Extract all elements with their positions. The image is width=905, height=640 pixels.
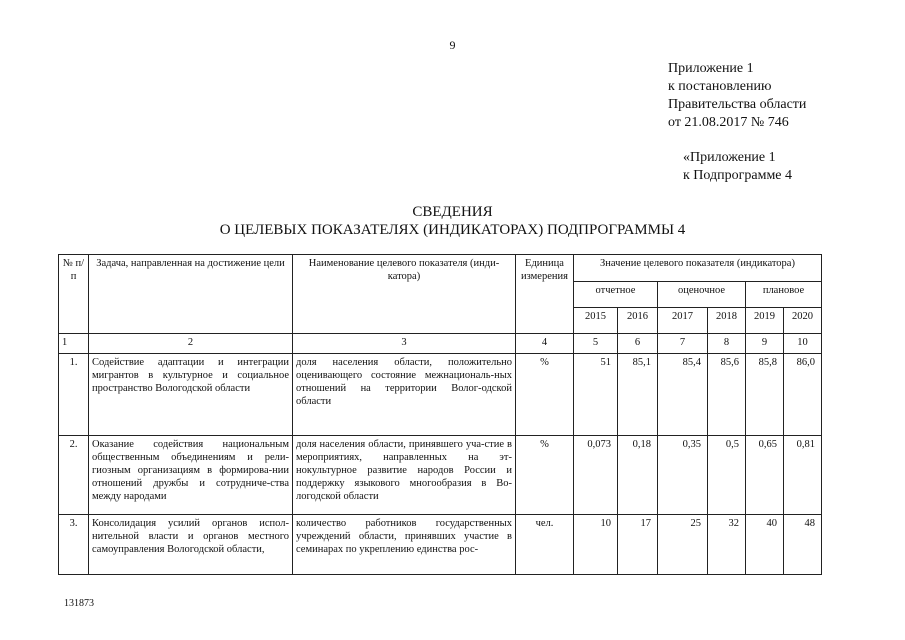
row-value: 0,18	[618, 436, 658, 515]
column-number: 4	[516, 334, 574, 354]
document-title	[0, 203, 905, 239]
column-number: 1	[59, 334, 89, 354]
header-year: 2018	[708, 308, 746, 334]
title-line: СВЕДЕНИЯ	[412, 204, 493, 220]
appendix-header	[668, 60, 806, 132]
subprogram-appendix	[683, 149, 792, 185]
header-task: Задача, направленная на достижение цели	[89, 255, 293, 334]
row-task: Оказание содействия национальным общественным объединениям и рели-гиозным организациям в формирова-нии отношений дружбы и сотрудниче-ства между народами	[89, 436, 293, 515]
header-year: 2016	[618, 308, 658, 334]
row-value: 85,8	[746, 354, 784, 436]
row-task: Консолидация усилий органов испол-нительной власти и органов местного самоуправления Вологодской области,	[89, 515, 293, 575]
row-unit: %	[516, 354, 574, 436]
row-value: 0,073	[574, 436, 618, 515]
column-number: 9	[746, 334, 784, 354]
header-reported: отчетное	[574, 282, 658, 308]
header-value-group: Значение целевого показателя (индикатора)	[574, 255, 822, 282]
row-value: 25	[658, 515, 708, 575]
row-value: 0,5	[708, 436, 746, 515]
row-value: 32	[708, 515, 746, 575]
row-indicator: доля населения области, принявшего уча-стие в мероприятиях, направленных на эт-нокультурное развитие народов России и поддержку языкового многообразия в Во-логодской области	[293, 436, 516, 515]
header-year: 2015	[574, 308, 618, 334]
header-estimated: оценочное	[658, 282, 746, 308]
row-indicator: количество работников государственных учреждений области, принявших участие в семинарах по укреплению единства рос-	[293, 515, 516, 575]
row-value: 85,6	[708, 354, 746, 436]
row-value: 10	[574, 515, 618, 575]
column-number: 2	[89, 334, 293, 354]
subprogram-appendix-line: к Подпрограмме 4	[683, 168, 793, 183]
column-numbers-row	[59, 334, 822, 354]
column-number: 5	[574, 334, 618, 354]
table-row	[59, 354, 822, 436]
column-number: 6	[618, 334, 658, 354]
header-year: 2019	[746, 308, 784, 334]
row-num: 1.	[59, 354, 89, 436]
row-value: 0,65	[746, 436, 784, 515]
row-value: 0,81	[784, 436, 822, 515]
header-year: 2017	[658, 308, 708, 334]
header-unit: Единица измерения	[516, 255, 574, 334]
document-code: 131873	[64, 598, 94, 609]
row-num: 3.	[59, 515, 89, 575]
row-indicator: доля населения области, положительно оценивающего состояние межнациональ-ных отношений на территории Волог-одской области	[293, 354, 516, 436]
subprogram-appendix-line: «Приложение 1	[683, 150, 776, 165]
table-row	[59, 436, 822, 515]
row-value: 85,1	[618, 354, 658, 436]
row-task: Содействие адаптации и интеграции мигрантов в культурное и социальное пространство Вологодской области	[89, 354, 293, 436]
column-number: 10	[784, 334, 822, 354]
row-value: 86,0	[784, 354, 822, 436]
row-value: 40	[746, 515, 784, 575]
header-year: 2020	[784, 308, 822, 334]
column-number: 8	[708, 334, 746, 354]
appendix-line: к постановлению	[668, 79, 772, 94]
row-value: 51	[574, 354, 618, 436]
appendix-line: Приложение 1	[668, 61, 754, 76]
column-number: 3	[293, 334, 516, 354]
row-num: 2.	[59, 436, 89, 515]
row-unit: %	[516, 436, 574, 515]
row-value: 0,35	[658, 436, 708, 515]
appendix-line: Правительства области	[668, 97, 807, 112]
header-indicator: Наименование целевого показателя (инди-катора)	[293, 255, 516, 334]
header-row	[59, 255, 822, 282]
title-line: О ЦЕЛЕВЫХ ПОКАЗАТЕЛЯХ (ИНДИКАТОРАХ) ПОДПРОГРАММЫ 4	[219, 222, 686, 238]
page-break-mask	[58, 576, 856, 640]
page-number: 9	[449, 38, 456, 52]
row-unit: чел.	[516, 515, 574, 575]
header-num: № п/п	[59, 255, 89, 334]
row-value: 17	[618, 515, 658, 575]
table-row	[59, 515, 822, 575]
row-value: 85,4	[658, 354, 708, 436]
appendix-line: от 21.08.2017 № 746	[668, 115, 789, 130]
row-value: 48	[784, 515, 822, 575]
column-number: 7	[658, 334, 708, 354]
header-planned: плановое	[746, 282, 822, 308]
indicators-table	[58, 254, 822, 575]
